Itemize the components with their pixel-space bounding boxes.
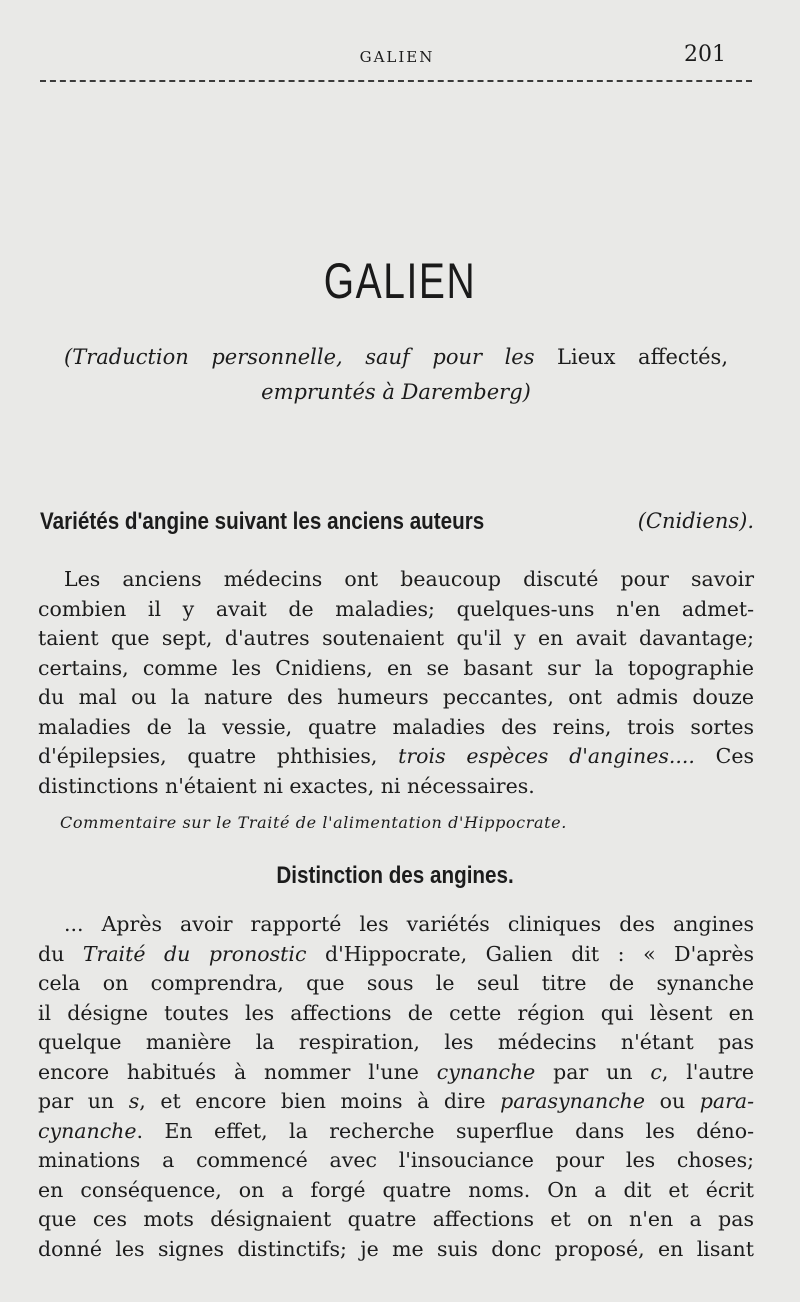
text-segment: ou xyxy=(645,1089,700,1113)
text-line: que ces mots désignaient quatre affections et on n'en a pas xyxy=(38,1207,754,1231)
paragraph-distinction xyxy=(38,910,754,1264)
text-line xyxy=(38,940,754,970)
text-line: combien il y avait de maladies; quelques-uns n'en admet- xyxy=(38,596,754,621)
text-segment: . En effet, la recherche superflue dans les déno- xyxy=(136,1118,754,1143)
page-number: 201 xyxy=(684,42,726,67)
text-line: minations a commencé avec l'insouciance pour les choses; xyxy=(38,1148,754,1172)
italic-segment: trois espèces d'angines.... xyxy=(398,744,695,768)
text-line: quelque manière la respiration, les médecins n'étant pas xyxy=(38,1030,754,1054)
section-heading-varietes xyxy=(40,507,754,536)
text-segment: du xyxy=(38,941,83,966)
paragraph-anciens-medecins xyxy=(38,565,754,801)
text-line: taient que sept, d'autres soutenaient qu'il y en avait davantage; xyxy=(38,626,754,650)
italic-segment: Traité du pronostic xyxy=(82,941,307,966)
text-line: donné les signes distinctifs; je me suis donc proposé, en lisant xyxy=(38,1236,754,1261)
text-line: cela on comprendra, que sous le seul titre de synanche xyxy=(38,971,754,995)
italic-segment: parasynanche xyxy=(500,1089,646,1113)
text-segment: par un xyxy=(535,1059,651,1084)
text-line: certains, comme les Cnidiens, en se basant sur la topographie xyxy=(38,655,754,680)
text-segment: d'épilepsies, quatre phthisies, xyxy=(38,744,399,768)
text-line: maladies de la vessie, quatre maladies des reins, trois sortes xyxy=(38,714,754,739)
text-segment: , l'autre xyxy=(661,1059,754,1084)
section-heading-text: Distinction des angines. xyxy=(276,862,514,889)
subtitle-line-1 xyxy=(64,340,728,375)
italic-segment: c xyxy=(650,1059,662,1084)
text-line: ... Après avoir rapporté les variétés cliniques des angines xyxy=(64,912,754,936)
italic-segment: cynanche xyxy=(436,1059,536,1084)
running-header xyxy=(40,42,754,72)
header-rule xyxy=(40,80,752,82)
text-line xyxy=(38,742,754,772)
italic-segment: s xyxy=(128,1089,140,1113)
text-line: du mal ou la nature des humeurs peccantes, ont admis douze xyxy=(38,685,754,709)
chapter-title: GALIEN xyxy=(323,253,477,309)
italic-segment: cynanche xyxy=(38,1118,137,1143)
subtitle-line-2: empruntés à Daremberg) xyxy=(261,380,531,404)
text-line: il désigne toutes les affections de cette région qui lèsent en xyxy=(38,1000,754,1025)
source-attribution: Commentaire sur le Traité de l'alimentation d'Hippocrate. xyxy=(60,813,567,832)
text-line: en conséquence, on a forgé quatre noms. On a dit et écrit xyxy=(38,1177,754,1202)
text-line: Les anciens médecins ont beaucoup discuté pour savoir xyxy=(64,567,754,591)
chapter-subtitle xyxy=(64,340,728,410)
text-segment: , et encore bien moins à dire xyxy=(139,1089,501,1113)
italic-segment: para- xyxy=(699,1089,755,1113)
subtitle-italic: (Traduction personnelle, sauf pour les xyxy=(64,345,535,369)
text-line xyxy=(38,1058,754,1088)
text-line: distinctions n'étaient ni exactes, ni nécessaires. xyxy=(38,773,535,798)
running-title: GALIEN xyxy=(359,48,435,66)
text-segment: par un xyxy=(38,1089,129,1113)
section-heading-cnidiens: (Cnidiens). xyxy=(637,509,754,533)
text-line xyxy=(38,1117,754,1147)
subtitle-roman: Lieux affectés, xyxy=(534,345,728,369)
section-heading-text: Variétés d'angine suivant les anciens auteurs xyxy=(40,508,485,535)
text-segment: encore habitués à nommer l'une xyxy=(38,1059,437,1084)
text-segment: Ces xyxy=(694,744,754,768)
section-heading-distinction xyxy=(0,862,790,890)
text-segment: d'Hippocrate, Galien dit : « D'après xyxy=(306,941,755,966)
text-line xyxy=(38,1087,754,1117)
